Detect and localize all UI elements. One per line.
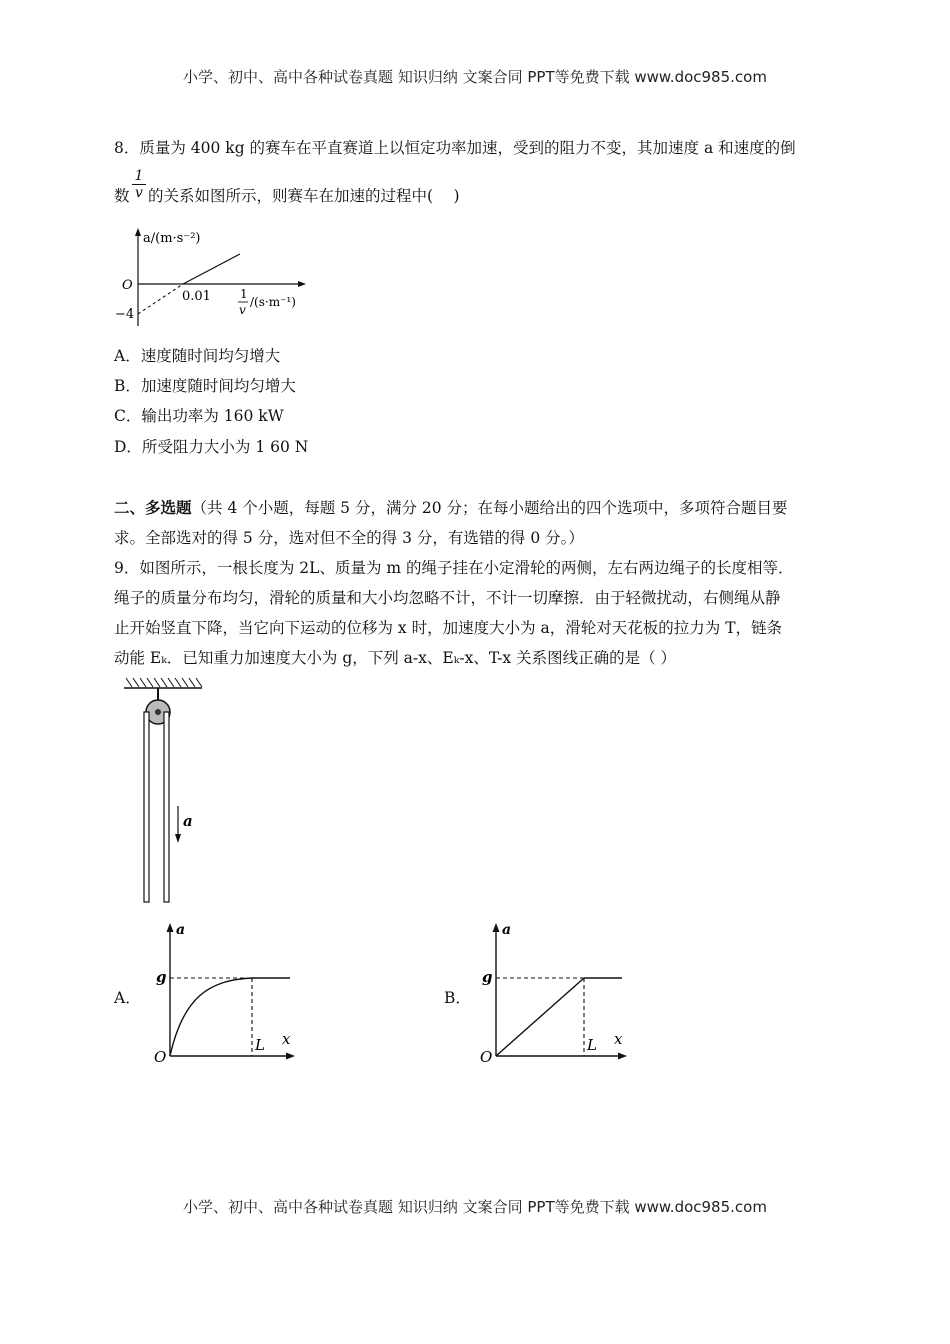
q9-option-a-graph	[148, 918, 298, 1068]
q8-option-d: D．所受阻力大小为 1 60 N	[114, 438, 309, 456]
q9-optB-origin: O	[480, 1048, 493, 1066]
q9-optB-xlabel: x	[614, 1030, 623, 1048]
q8-graph-ytick: −4	[115, 307, 135, 322]
section2-desc2: 求。全部选对的得 5 分，选对但不全的得 3 分，有选错的得 0 分。）	[114, 529, 584, 547]
q9-optA-xlabel: x	[282, 1030, 291, 1048]
section2-desc1: （共 4 个小题，每题 5 分，满分 20 分；在每小题给出的四个选项中，多项符合题目要	[191, 499, 788, 517]
q9-option-b-graph	[474, 918, 634, 1068]
q8-line1: 8．质量为 400 kg 的赛车在平直赛道上以恒定功率加速，受到的阻力不变，其加速度 a 和速度的倒	[114, 139, 796, 157]
q8-graph-origin: O	[122, 278, 133, 293]
q8-option-b: B．加速度随时间均匀增大	[114, 377, 296, 395]
page-footer: 小学、初中、高中各种试卷真题 知识归纳 文案合同 PPT等免费下载 www.doc985.com	[183, 1198, 767, 1216]
q8-graph-xlabel-unit: /(s·m⁻¹)	[250, 295, 296, 309]
q9-option-a-label: A．	[114, 989, 141, 1007]
q9-figure-arrow-label: a	[183, 812, 193, 830]
q8-graph-ylabel: a/(m·s⁻²)	[143, 231, 201, 246]
q9-line4: 动能 Eₖ．已知重力加速度大小为 g，下列 a-x、Eₖ-x、T-x 关系图线正确的是（ ）	[114, 649, 677, 667]
q9-pulley-figure	[118, 676, 213, 908]
q9-optA-g: g	[156, 968, 167, 986]
q8-graph	[110, 222, 320, 332]
q8-fraction-numerator: 1	[132, 168, 146, 185]
q8-fraction	[132, 168, 146, 201]
q8-line2-pre: 数	[114, 187, 130, 205]
q9-optA-L: L	[255, 1036, 265, 1054]
q8-option-c: C．输出功率为 160 kW	[114, 407, 284, 425]
q8-option-a: A．速度随时间均匀增大	[114, 347, 281, 365]
q8-graph-xlabel-den: v	[239, 303, 246, 317]
q9-line2: 绳子的质量分布均匀，滑轮的质量和大小均忽略不计，不计一切摩擦．由于轻微扰动，右侧绳从静	[114, 589, 781, 607]
q9-optA-ylabel: a	[176, 922, 186, 938]
q9-line1: 9．如图所示，一根长度为 2L、质量为 m 的绳子挂在小定滑轮的两侧，左右两边绳子的长度相等．	[114, 559, 794, 577]
q8-line2-post: 的关系如图所示，则赛车在加速的过程中( )	[148, 187, 460, 205]
q9-optB-L: L	[587, 1036, 597, 1054]
q8-fraction-denominator: v	[135, 185, 143, 201]
q9-option-b-label: B．	[444, 989, 471, 1007]
section2-title: 二、多选题	[114, 498, 192, 517]
q9-optB-ylabel: a	[502, 922, 512, 938]
q8-graph-xtick: 0.01	[182, 289, 211, 304]
q9-line3: 止开始竖直下降，当它向下运动的位移为 x 时，加速度大小为 a，滑轮对天花板的拉力为 T，链条	[114, 619, 783, 637]
q9-optA-origin: O	[154, 1048, 167, 1066]
section2-line1	[114, 496, 788, 518]
q8-graph-xlabel-num: 1	[240, 287, 248, 301]
q9-optB-g: g	[482, 968, 493, 986]
page-header: 小学、初中、高中各种试卷真题 知识归纳 文案合同 PPT等免费下载 www.doc985.com	[183, 68, 767, 86]
